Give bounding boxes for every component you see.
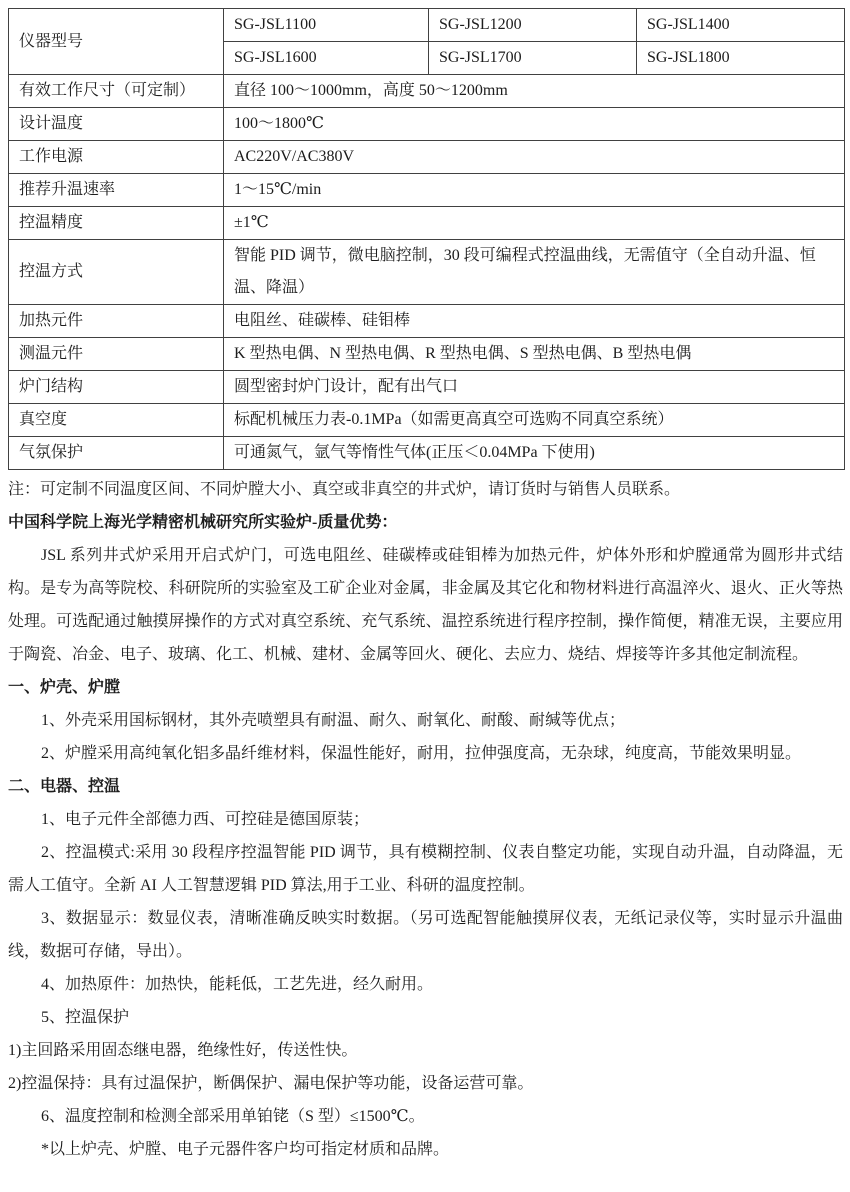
spec-value: 标配机械压力表-0.1MPa（如需更高真空可选购不同真空系统） (224, 404, 845, 437)
spec-value: K 型热电偶、N 型热电偶、R 型热电偶、S 型热电偶、B 型热电偶 (224, 338, 845, 371)
custom-note: 注：可定制不同温度区间、不同炉膛大小、真空或非真空的井式炉，请订货时与销售人员联系。 (8, 481, 681, 498)
model-cell: SG-JSL1800 (637, 42, 845, 75)
intro-paragraph: JSL 系列井式炉采用开启式炉门，可选电阻丝、硅碳棒或硅钼棒为加热元件，炉体外形和炉膛通常为圆形井式结构。是专为高等院校、科研院所的实验室及工矿企业对金属，非金属及其它化和物材料进行高温淬火、退火、正火等热处理。可选配通过触摸屏操作的方式对真空系统、充气系统、温控系统进行程序控制，操作简便，精准无误，主要应用于陶瓷、冶金、电子、玻璃、化工、机械、建材、金属等回火、硬化、去应力、烧结、焊接等许多其他定制流程。 (8, 547, 843, 663)
quality-heading: 中国科学院上海光学精密机械研究所实验炉-质量优势： (8, 514, 398, 531)
spec-label-model: 仪器型号 (9, 9, 224, 75)
section1-item2: 2、炉膛采用高纯氧化铝多晶纤维材料，保温性能好，耐用，拉伸强度高，无杂球，纯度高，节能效果明显。 (41, 745, 802, 762)
section2-item3: 3、数据显示：数显仪表，清晰准确反映实时数据。（另可选配智能触摸屏仪表，无纸记录仪等，实时显示升温曲线，数据可存储，导出）。 (8, 910, 843, 960)
section2-item1: 1、电子元件全部德力西、可控硅是德国原装； (41, 811, 370, 828)
model-cell: SG-JSL1100 (224, 9, 429, 42)
section2-heading: 二、电器、控温 (8, 778, 121, 795)
body-text (8, 473, 843, 1166)
model-cell: SG-JSL1400 (637, 9, 845, 42)
spec-value: 可通氮气，氩气等惰性气体(正压＜0.04MPa 下使用) (224, 437, 845, 470)
section2-sub1: 1)主回路采用固态继电器，绝缘性好，传送性快。 (8, 1042, 358, 1059)
spec-row-power (9, 141, 845, 174)
model-cell: SG-JSL1700 (429, 42, 637, 75)
spec-label: 有效工作尺寸（可定制） (9, 75, 224, 108)
section2-sub2: 2)控温保持：具有过温保护，断偶保护、漏电保护等功能，设备运营可靠。 (8, 1075, 534, 1092)
spec-value: 电阻丝、硅碳棒、硅钼棒 (224, 305, 845, 338)
spec-label: 炉门结构 (9, 371, 224, 404)
spec-label: 加热元件 (9, 305, 224, 338)
section1-heading: 一、炉壳、炉膛 (8, 679, 121, 696)
spec-label: 真空度 (9, 404, 224, 437)
model-cell: SG-JSL1600 (224, 42, 429, 75)
spec-row-design-temp (9, 108, 845, 141)
spec-label: 控温方式 (9, 240, 224, 305)
spec-label: 推荐升温速率 (9, 174, 224, 207)
spec-value: 圆型密封炉门设计，配有出气口 (224, 371, 845, 404)
section2-item2: 2、控温模式:采用 30 段程序控温智能 PID 调节，具有模糊控制、仪表自整定功能，实现自动升温，自动降温，无需人工值守。全新 AI 人工智慧逻辑 PID 算法,用于工业、科研的温度控制。 (8, 844, 843, 894)
spec-row-atmosphere (9, 437, 845, 470)
spec-value: ±1℃ (224, 207, 845, 240)
section2-item5: 5、控温保护 (41, 1009, 130, 1026)
spec-label: 气氛保护 (9, 437, 224, 470)
spec-value: AC220V/AC380V (224, 141, 845, 174)
section2-footnote: *以上炉壳、炉膛、电子元器件客户均可指定材质和品牌。 (41, 1141, 450, 1158)
section2-item6: 6、温度控制和检测全部采用单铂铑（S 型）≤1500℃。 (41, 1108, 425, 1125)
model-cell: SG-JSL1200 (429, 9, 637, 42)
spec-row-control-mode (9, 240, 845, 305)
spec-row-heating-rate (9, 174, 845, 207)
section1-item1: 1、外壳采用国标钢材，其外壳喷塑具有耐温、耐久、耐氧化、耐酸、耐缄等优点； (41, 712, 626, 729)
spec-label: 测温元件 (9, 338, 224, 371)
spec-value: 直径 100～1000mm，高度 50～1200mm (224, 75, 845, 108)
spec-table (8, 8, 845, 470)
spec-row-door (9, 371, 845, 404)
section2-item4: 4、加热原件：加热快，能耗低，工艺先进，经久耐用。 (41, 976, 434, 993)
spec-row-thermocouple (9, 338, 845, 371)
spec-row-heating-element (9, 305, 845, 338)
spec-label: 工作电源 (9, 141, 224, 174)
spec-row-vacuum (9, 404, 845, 437)
model-row-1 (9, 9, 845, 42)
spec-value: 1～15℃/min (224, 174, 845, 207)
spec-label: 设计温度 (9, 108, 224, 141)
spec-value: 智能 PID 调节，微电脑控制，30 段可编程式控温曲线，无需值守（全自动升温、恒温、降温） (224, 240, 845, 305)
spec-row-work-size (9, 75, 845, 108)
spec-row-accuracy (9, 207, 845, 240)
spec-value: 100～1800℃ (224, 108, 845, 141)
spec-label: 控温精度 (9, 207, 224, 240)
